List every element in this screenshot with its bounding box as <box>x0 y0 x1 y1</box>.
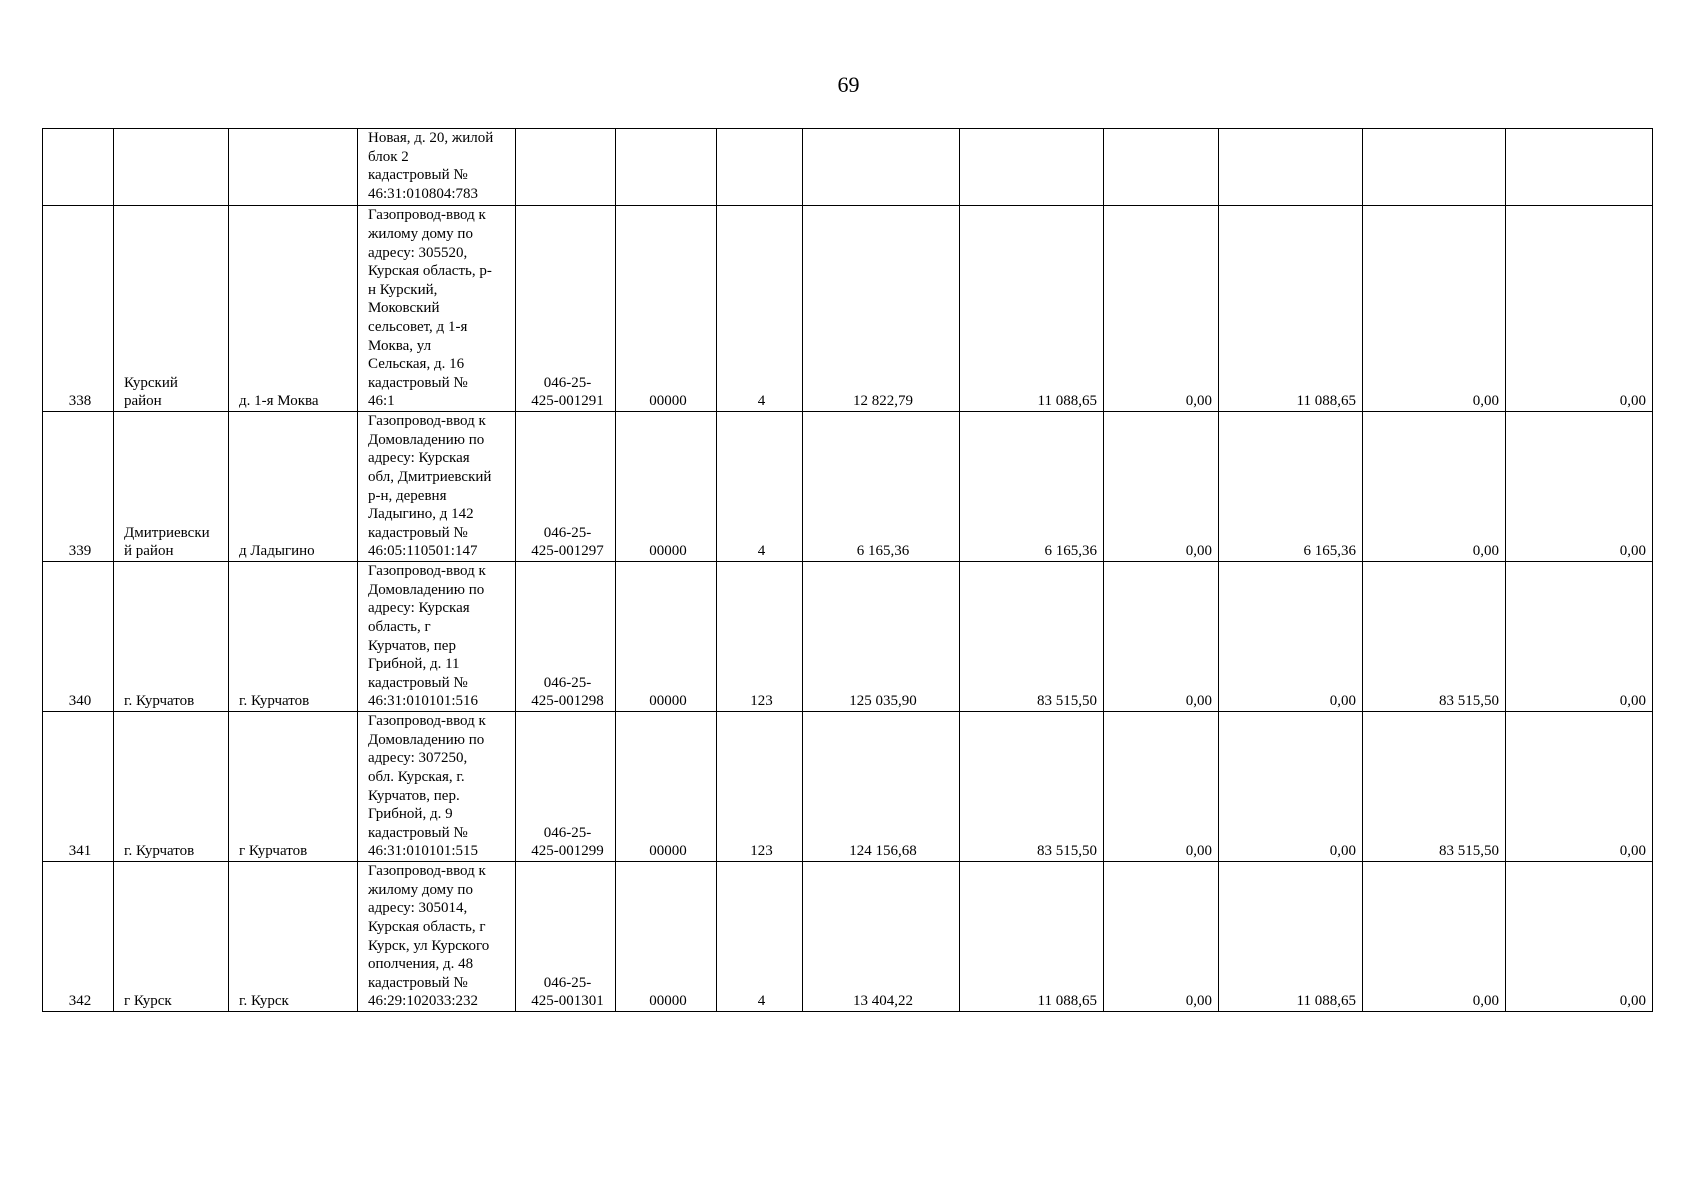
cell-col-d <box>1219 206 1363 412</box>
cell-col-b <box>960 562 1104 712</box>
cell-col-a <box>803 129 960 206</box>
cell-col-c-text: 0,00 <box>1185 543 1212 560</box>
cell-code <box>616 206 717 412</box>
cell-group-text: 123 <box>750 843 773 860</box>
table-row <box>43 712 1653 862</box>
cell-locality <box>229 129 358 206</box>
cell-col-c <box>1104 862 1219 1012</box>
cell-description <box>358 412 516 562</box>
registry-table <box>42 128 1653 1012</box>
table-row <box>43 562 1653 712</box>
cell-description <box>358 562 516 712</box>
cell-num <box>43 206 114 412</box>
cell-col-e-text: 0,00 <box>1472 543 1499 560</box>
cell-col-e <box>1363 562 1506 712</box>
cell-col-f <box>1506 862 1653 1012</box>
cell-code-text: 00000 <box>649 993 687 1010</box>
cell-description <box>358 862 516 1012</box>
cell-col-d <box>1219 412 1363 562</box>
cell-inv-number-text: 046-25- 425-001299 <box>531 824 604 860</box>
cell-col-f <box>1506 129 1653 206</box>
cell-col-b <box>960 412 1104 562</box>
cell-group-text: 4 <box>757 543 766 560</box>
cell-col-f <box>1506 712 1653 862</box>
table-body <box>43 129 1653 1012</box>
cell-col-a-text: 125 035,90 <box>849 693 917 710</box>
cell-num <box>43 862 114 1012</box>
cell-locality-text: г. Курчатов <box>239 693 310 710</box>
cell-col-e-text: 83 515,50 <box>1439 693 1499 710</box>
cell-col-d <box>1219 129 1363 206</box>
cell-inv-number <box>516 712 616 862</box>
table-row <box>43 862 1653 1012</box>
cell-code <box>616 862 717 1012</box>
cell-col-a-text: 6 165,36 <box>856 543 910 560</box>
cell-group <box>717 862 803 1012</box>
table-row <box>43 206 1653 412</box>
cell-code <box>616 562 717 712</box>
cell-col-f-text: 0,00 <box>1619 543 1646 560</box>
cell-district <box>114 562 229 712</box>
cell-group <box>717 129 803 206</box>
cell-col-d-text: 0,00 <box>1329 693 1356 710</box>
cell-inv-number-text: 046-25- 425-001298 <box>531 674 604 710</box>
cell-code <box>616 712 717 862</box>
cell-code-text: 00000 <box>649 693 687 710</box>
cell-col-d-text: 11 088,65 <box>1296 393 1356 410</box>
cell-code <box>616 129 717 206</box>
cell-col-c <box>1104 206 1219 412</box>
cell-code-text: 00000 <box>649 393 687 410</box>
cell-district <box>114 712 229 862</box>
cell-col-a-text: 13 404,22 <box>853 993 913 1010</box>
cell-num-text: 338 <box>68 393 92 410</box>
cell-col-e <box>1363 129 1506 206</box>
cell-col-b-text: 11 088,65 <box>1037 393 1097 410</box>
cell-num-text: 342 <box>68 993 92 1010</box>
cell-description-text: Газопровод-ввод к Домовладению по адресу: Курская обл, Дмитриевский р-н, деревня Ладыгино, д 142 кадастровый № 46:05:110501:147 <box>368 413 492 560</box>
cell-code <box>616 412 717 562</box>
cell-district <box>114 412 229 562</box>
cell-col-d-text: 11 088,65 <box>1296 993 1356 1010</box>
cell-col-c <box>1104 412 1219 562</box>
cell-code-text: 00000 <box>649 843 687 860</box>
cell-col-b-text: 83 515,50 <box>1037 693 1097 710</box>
cell-col-b-text: 6 165,36 <box>1044 543 1097 560</box>
cell-col-e-text: 0,00 <box>1472 393 1499 410</box>
cell-code-text: 00000 <box>649 543 687 560</box>
cell-col-e <box>1363 206 1506 412</box>
cell-description <box>358 129 516 206</box>
cell-col-a <box>803 412 960 562</box>
cell-col-b <box>960 206 1104 412</box>
cell-col-c <box>1104 129 1219 206</box>
cell-col-a <box>803 562 960 712</box>
cell-district-text: г Курск <box>124 993 172 1010</box>
cell-inv-number-text: 046-25- 425-001297 <box>531 524 604 560</box>
cell-col-f-text: 0,00 <box>1619 393 1646 410</box>
cell-district-text: Курский район <box>124 374 178 410</box>
cell-group <box>717 712 803 862</box>
cell-inv-number-text: 046-25- 425-001301 <box>531 974 604 1010</box>
cell-col-b <box>960 862 1104 1012</box>
cell-group-text: 123 <box>750 693 773 710</box>
cell-col-e-text: 83 515,50 <box>1439 843 1499 860</box>
cell-group <box>717 206 803 412</box>
cell-district <box>114 206 229 412</box>
cell-locality-text: д. 1-я Моква <box>239 393 319 410</box>
cell-district-text: г. Курчатов <box>124 693 195 710</box>
cell-col-f <box>1506 412 1653 562</box>
cell-col-d-text: 0,00 <box>1329 843 1356 860</box>
cell-col-c <box>1104 562 1219 712</box>
cell-locality-text: г Курчатов <box>239 843 308 860</box>
cell-col-e-text: 0,00 <box>1472 993 1499 1010</box>
cell-group-text: 4 <box>757 993 766 1010</box>
cell-col-f-text: 0,00 <box>1619 843 1646 860</box>
cell-inv-number-text: 046-25- 425-001291 <box>531 374 604 410</box>
cell-col-e <box>1363 862 1506 1012</box>
cell-locality <box>229 562 358 712</box>
cell-description <box>358 206 516 412</box>
cell-col-c-text: 0,00 <box>1185 393 1212 410</box>
cell-locality <box>229 412 358 562</box>
cell-col-a-text: 12 822,79 <box>853 393 913 410</box>
cell-district <box>114 129 229 206</box>
cell-inv-number <box>516 862 616 1012</box>
cell-group <box>717 562 803 712</box>
cell-description-text: Газопровод-ввод к Домовладению по адресу: 307250, обл. Курская, г. Курчатов, пер. Грибной, д. 9 кадастровый № 46:31:010101:515 <box>368 713 486 860</box>
description-text: Новая, д. 20, жилой блок 2 кадастровый № 46:31:010804:783 <box>368 130 494 202</box>
cell-num <box>43 129 114 206</box>
cell-description-text: Газопровод-ввод к жилому дому по адресу: 305520, Курская область, р- н Курский, Моковский сельсовет, д 1-я Моква, ул Сельская, д. 16 кадастровый № 46:1 <box>368 207 492 410</box>
cell-col-d <box>1219 562 1363 712</box>
cell-locality-text: г. Курск <box>239 993 289 1010</box>
cell-locality-text: д Ладыгино <box>239 543 315 560</box>
cell-col-a <box>803 712 960 862</box>
cell-num-text: 340 <box>68 693 92 710</box>
cell-num-text: 341 <box>68 843 92 860</box>
cell-col-c-text: 0,00 <box>1185 693 1212 710</box>
cell-inv-number <box>516 129 616 206</box>
cell-num <box>43 562 114 712</box>
cell-col-f <box>1506 206 1653 412</box>
cell-locality <box>229 206 358 412</box>
cell-col-f-text: 0,00 <box>1619 693 1646 710</box>
cell-col-c-text: 0,00 <box>1185 993 1212 1010</box>
cell-num <box>43 712 114 862</box>
cell-col-d <box>1219 862 1363 1012</box>
cell-locality <box>229 712 358 862</box>
page-number: 69 <box>837 72 860 97</box>
cell-description <box>358 712 516 862</box>
cell-col-f-text: 0,00 <box>1619 993 1646 1010</box>
cell-col-f <box>1506 562 1653 712</box>
cell-description-text: Газопровод-ввод к жилому дому по адресу: 305014, Курская область, г Курск, ул Курского ополчения, д. 48 кадастровый № 46:29:102033:232 <box>368 863 490 1010</box>
cell-district-text: г. Курчатов <box>124 843 195 860</box>
cell-group <box>717 412 803 562</box>
cell-inv-number <box>516 562 616 712</box>
cell-col-d <box>1219 712 1363 862</box>
cell-district <box>114 862 229 1012</box>
cell-locality <box>229 862 358 1012</box>
cell-inv-number <box>516 412 616 562</box>
continuation-row <box>43 129 1653 206</box>
cell-num-text: 339 <box>68 543 92 560</box>
cell-col-b-text: 83 515,50 <box>1037 843 1097 860</box>
cell-col-b-text: 11 088,65 <box>1037 993 1097 1010</box>
cell-inv-number <box>516 206 616 412</box>
cell-col-d-text: 6 165,36 <box>1303 543 1356 560</box>
table-row <box>43 412 1653 562</box>
cell-col-b <box>960 712 1104 862</box>
cell-col-e <box>1363 412 1506 562</box>
cell-group-text: 4 <box>757 393 766 410</box>
cell-col-e <box>1363 712 1506 862</box>
cell-col-a-text: 124 156,68 <box>849 843 917 860</box>
cell-district-text: Дмитриевски й район <box>124 524 210 560</box>
cell-num <box>43 412 114 562</box>
cell-col-b <box>960 129 1104 206</box>
cell-col-c-text: 0,00 <box>1185 843 1212 860</box>
cell-description-text: Газопровод-ввод к Домовладению по адресу: Курская область, г Курчатов, пер Грибной, д. 11 кадастровый № 46:31:010101:516 <box>368 563 486 710</box>
cell-col-a <box>803 206 960 412</box>
cell-col-a <box>803 862 960 1012</box>
cell-col-c <box>1104 712 1219 862</box>
